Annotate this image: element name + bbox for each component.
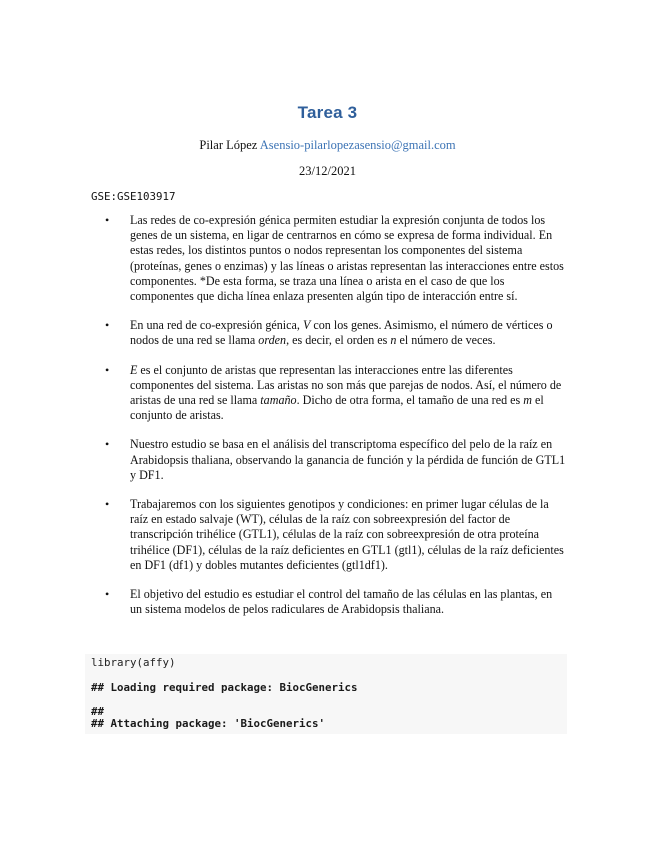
bullet-icon: • — [105, 587, 110, 602]
bullet-text-segment: con los genes. Asimismo, el número de vértices o nodos de una red se llama — [130, 318, 553, 348]
code-output-line: ## — [91, 705, 105, 718]
italic-term: m — [523, 393, 532, 408]
code-output-line: ## Loading required package: BiocGenerics — [91, 681, 358, 694]
italic-term: E — [130, 362, 138, 377]
list-item — [91, 587, 566, 617]
bullet-text-segment: el conjunto de aristas. — [130, 393, 544, 423]
document-date: 23/12/2021 — [299, 164, 356, 178]
code-input-line: library(affy) — [91, 656, 176, 669]
code-output-line: ## Attaching package: 'BiocGenerics' — [91, 717, 326, 730]
bullet-text: El objetivo del estudio es estudiar el control del tamaño de las células en las plantas, en un sistema modelos de pelos radiculares de Arabidopsis thaliana. — [130, 587, 553, 617]
italic-term: orden — [258, 333, 287, 348]
bullet-text: Nuestro estudio se basa en el análisis del transcriptoma específico del pelo de la raíz en Arabidopsis thaliana, observando la ganancia de función y la pérdida de función de GTL1 y DF1. — [130, 437, 566, 482]
bullet-text-segment: En una red de co-expresión génica, — [130, 318, 303, 333]
bullet-text-segment: el número de veces. — [396, 333, 496, 348]
author-email-link[interactable]: Asensio-pilarlopezasensio@gmail.com — [259, 138, 456, 152]
italic-term: tamaño — [260, 393, 297, 408]
list-item — [91, 213, 566, 304]
bullet-text: Trabajaremos con los siguientes genotipos y condiciones: en primer lugar células de la raíz en estado salvaje (WT), células de la raíz con sobreexpresión del factor de transcripción trihélice (GTL1), células de la raíz con sobreexpresión de otra proteína trihélice (DF1), células de la raíz deficientes en GTL1 (gtl1), células de la raíz deficientes en DF1 (df1) y dobles mutantes deficientes (gtl1df1). — [130, 497, 564, 572]
bullet-text-segment: es el conjunto de aristas que representan las interacciones entre las diferentes componentes del sistema. Las aristas no son más que parejas de nodos. Así, el número de aristas de una red se llama — [130, 362, 562, 408]
bullet-list — [91, 213, 566, 631]
author-line — [0, 138, 655, 152]
list-item — [91, 437, 566, 483]
bullet-text-segment: . Dicho de otra forma, el tamaño de una red es — [296, 393, 524, 408]
bullet-icon: • — [105, 497, 110, 512]
bullet-icon: • — [105, 362, 110, 377]
bullet-text-segment: , es decir, el orden es — [286, 333, 391, 348]
author-name: Pilar López — [199, 138, 260, 152]
list-item — [91, 363, 566, 424]
italic-term: n — [390, 333, 397, 348]
bullet-icon: • — [105, 213, 110, 227]
italic-term: V — [302, 318, 311, 333]
document-title: Tarea 3 — [297, 103, 358, 122]
list-item — [91, 318, 566, 348]
gse-label: GSE:GSE103917 — [91, 190, 176, 203]
bullet-icon: • — [105, 318, 110, 333]
bullet-text: Las redes de co-expresión génica permiten estudiar la expresión conjunta de todos los genes de un sistema, en ligar de centrarnos en cómo se expresa de forma individual. En estas redes, los distintos puntos o nodos representan los componentes del sistema (proteínas, genes o enzimas) y las líneas o aristas representan las interacciones entre estos componentes. *De esta forma, se traza una línea o arista en el caso de que los componentes que dicha línea enlaza presenten algún tipo de interacción entre sí. — [130, 213, 564, 304]
bullet-icon: • — [105, 437, 110, 452]
list-item — [91, 497, 566, 573]
